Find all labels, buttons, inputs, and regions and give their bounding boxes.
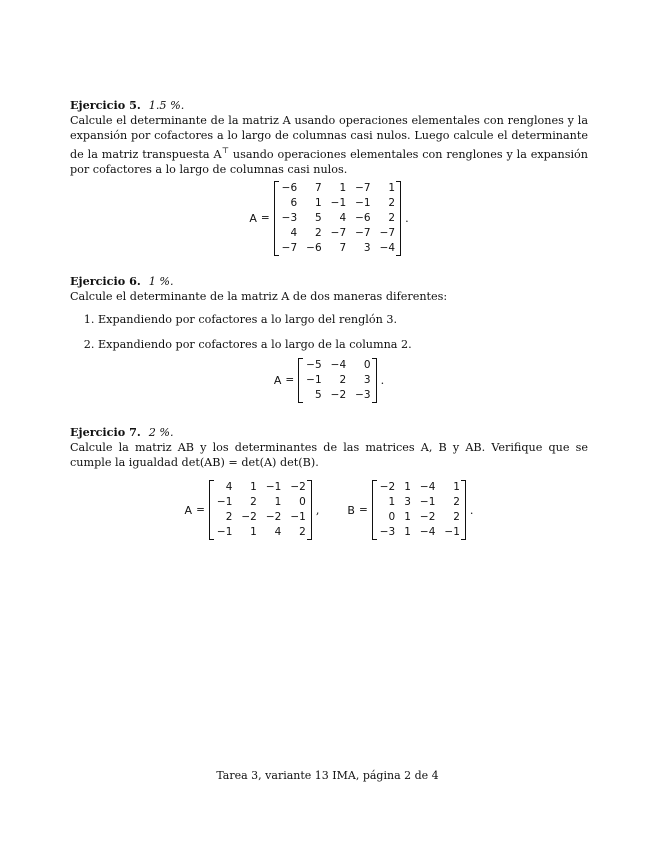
- matrix-entry: 3: [363, 242, 371, 254]
- matrix-entry: 1: [314, 197, 322, 209]
- matrix-entry: −7: [330, 227, 347, 239]
- matrix-row: [378, 525, 460, 540]
- matrix-row: [304, 373, 370, 388]
- exercise-5-points: 1.5 %.: [148, 99, 185, 112]
- matrix-entry: 1: [388, 182, 396, 194]
- matrix-entry: −4: [379, 242, 396, 254]
- matrix-entry: −6: [281, 182, 298, 194]
- exercise-6-matrix-row: [70, 358, 588, 403]
- matrix-entry: −7: [355, 227, 371, 239]
- matrix-row: [378, 510, 460, 525]
- page-footer: Tarea 3, variante 13 IMA, página 2 de 4: [216, 769, 439, 782]
- exercise-5-text: Calcule el determinante de la matriz A usando operaciones elementales con renglones y la expansión por cofactores a lo largo de columnas casi nulos. Luego calcule el determinante de la matriz transpuesta A⊤ usando operaciones elementales con renglones y la expansión por cofactores a lo largo de columnas casi nulos.: [70, 114, 588, 176]
- matrix-entry: −4: [419, 481, 436, 493]
- exercise-7: [70, 425, 588, 540]
- matrix-label: A: [273, 374, 282, 387]
- matrix-entry: −3: [379, 526, 396, 538]
- matrix-entry: 2: [225, 511, 233, 523]
- matrix-entry: −2: [265, 511, 282, 523]
- matrix-entry: −7: [281, 242, 298, 254]
- exercise-5-title: Ejercicio 5.: [70, 98, 141, 112]
- matrix-entry: 2: [453, 511, 460, 523]
- matrix-entry: 1: [404, 526, 411, 538]
- matrix-entry: 0: [363, 359, 371, 371]
- matrix-entry: 2: [388, 197, 396, 209]
- matrix-entry: 2: [388, 212, 396, 224]
- matrix-entry: −1: [419, 496, 436, 508]
- page-content: [70, 98, 588, 540]
- exercise-6-text: Calcule el determinante de la matriz A de dos maneras diferentes:: [70, 290, 448, 303]
- matrix-entry: −5: [306, 359, 322, 371]
- matrix-label: B: [347, 503, 355, 517]
- matrix-entry: 1: [250, 526, 257, 538]
- matrix-entry: −4: [330, 359, 347, 371]
- matrix-entry: −7: [379, 227, 396, 239]
- matrix-entry: 1: [274, 496, 282, 508]
- matrix-entry: −1: [216, 496, 233, 508]
- comma: ,: [315, 503, 320, 517]
- matrix-row: [215, 510, 306, 525]
- matrix-entry: 3: [404, 496, 411, 508]
- matrix-entry: 3: [363, 374, 371, 386]
- matrix-entry: 1: [250, 481, 257, 493]
- matrix-entry: 2: [339, 374, 347, 386]
- matrix-entry: 1: [404, 511, 411, 523]
- matrix-entry: 2: [299, 526, 306, 538]
- matrix-entry: −2: [419, 511, 436, 523]
- exercise-7-matrices: [70, 480, 588, 540]
- matrix-row: [280, 181, 395, 196]
- matrix-entry: −1: [444, 526, 460, 538]
- matrix-entry: 2: [250, 496, 257, 508]
- matrix-entry: −6: [355, 212, 371, 224]
- matrix-entry: −2: [241, 511, 257, 523]
- exercise-6: [70, 274, 588, 403]
- matrix-row: [304, 388, 370, 403]
- matrix-entry: −1: [216, 526, 233, 538]
- matrix-entry: −1: [265, 481, 282, 493]
- matrix-entry: −6: [306, 242, 322, 254]
- matrix-entry: −1: [290, 511, 306, 523]
- matrix-entry: −4: [419, 526, 436, 538]
- matrix-entry: 4: [290, 227, 298, 239]
- exercise-7-points: 2 %.: [148, 426, 174, 439]
- matrix-label: A: [249, 212, 257, 225]
- matrix-row: [304, 358, 370, 373]
- exercise-7-title: Ejercicio 7.: [70, 425, 141, 439]
- exercise-6-points: 1 %.: [148, 275, 174, 288]
- matrix-a-ex5: [274, 181, 401, 256]
- matrix-entry: 0: [299, 496, 306, 508]
- matrix-entry: −3: [281, 212, 298, 224]
- matrix-entry: 1: [339, 182, 347, 194]
- matrix-entry: 4: [225, 481, 233, 493]
- matrix-entry: −1: [306, 374, 322, 386]
- matrix-entry: −3: [355, 389, 371, 401]
- list-item: 1. Expandiendo por cofactores a lo largo del renglón 3.: [98, 312, 588, 327]
- period: .: [380, 374, 385, 387]
- matrix-entry: −1: [330, 197, 347, 209]
- matrix-row: [378, 495, 460, 510]
- equals-sign: =: [285, 374, 295, 386]
- exercise-6-list: [70, 312, 588, 352]
- matrix-entry: 5: [314, 389, 322, 401]
- exercise-5-matrix-row: [70, 181, 588, 256]
- matrix-row: [215, 525, 306, 540]
- exercise-5: [70, 98, 588, 256]
- matrix-entry: 1: [453, 481, 460, 493]
- matrix-entry: −1: [355, 197, 371, 209]
- matrix-row: [378, 480, 460, 495]
- matrix-entry: −2: [330, 389, 347, 401]
- matrix-entry: −2: [290, 481, 306, 493]
- matrix-row: [215, 495, 306, 510]
- transpose-symbol: ⊤: [221, 146, 230, 155]
- period: .: [405, 212, 409, 225]
- matrix-entry: −2: [379, 481, 396, 493]
- equals-sign: =: [260, 212, 270, 224]
- matrix-row: [280, 211, 395, 226]
- matrix-label: A: [184, 503, 193, 517]
- exercise-7-text: Calcule la matriz AB y los determinantes de las matrices A, B y AB. Verifique que se cumple la igualdad det(AB) = det(A) det(B).: [70, 441, 588, 469]
- matrix-a-ex6: [298, 358, 376, 403]
- matrix-a-ex7: [209, 480, 312, 540]
- matrix-entry: 0: [388, 511, 396, 523]
- matrix-entry: 1: [388, 496, 396, 508]
- matrix-entry: 7: [314, 182, 322, 194]
- matrix-entry: 1: [404, 481, 411, 493]
- matrix-entry: 4: [339, 212, 347, 224]
- matrix-entry: −7: [355, 182, 371, 194]
- period: .: [469, 503, 474, 517]
- matrix-entry: 2: [453, 496, 460, 508]
- matrix-row: [280, 241, 395, 256]
- matrix-row: [215, 480, 306, 495]
- matrix-entry: 4: [274, 526, 282, 538]
- matrix-entry: 6: [290, 197, 298, 209]
- equals-sign: =: [196, 503, 205, 516]
- matrix-b-ex7: [372, 480, 466, 540]
- matrix-entry: 2: [314, 227, 322, 239]
- matrix-row: [280, 196, 395, 211]
- matrix-entry: 5: [314, 212, 322, 224]
- exercise-6-title: Ejercicio 6.: [70, 274, 141, 288]
- equals-sign: =: [358, 503, 368, 516]
- matrix-entry: 7: [339, 242, 347, 254]
- matrix-row: [280, 226, 395, 241]
- list-item: 2. Expandiendo por cofactores a lo largo de la columna 2.: [98, 337, 588, 352]
